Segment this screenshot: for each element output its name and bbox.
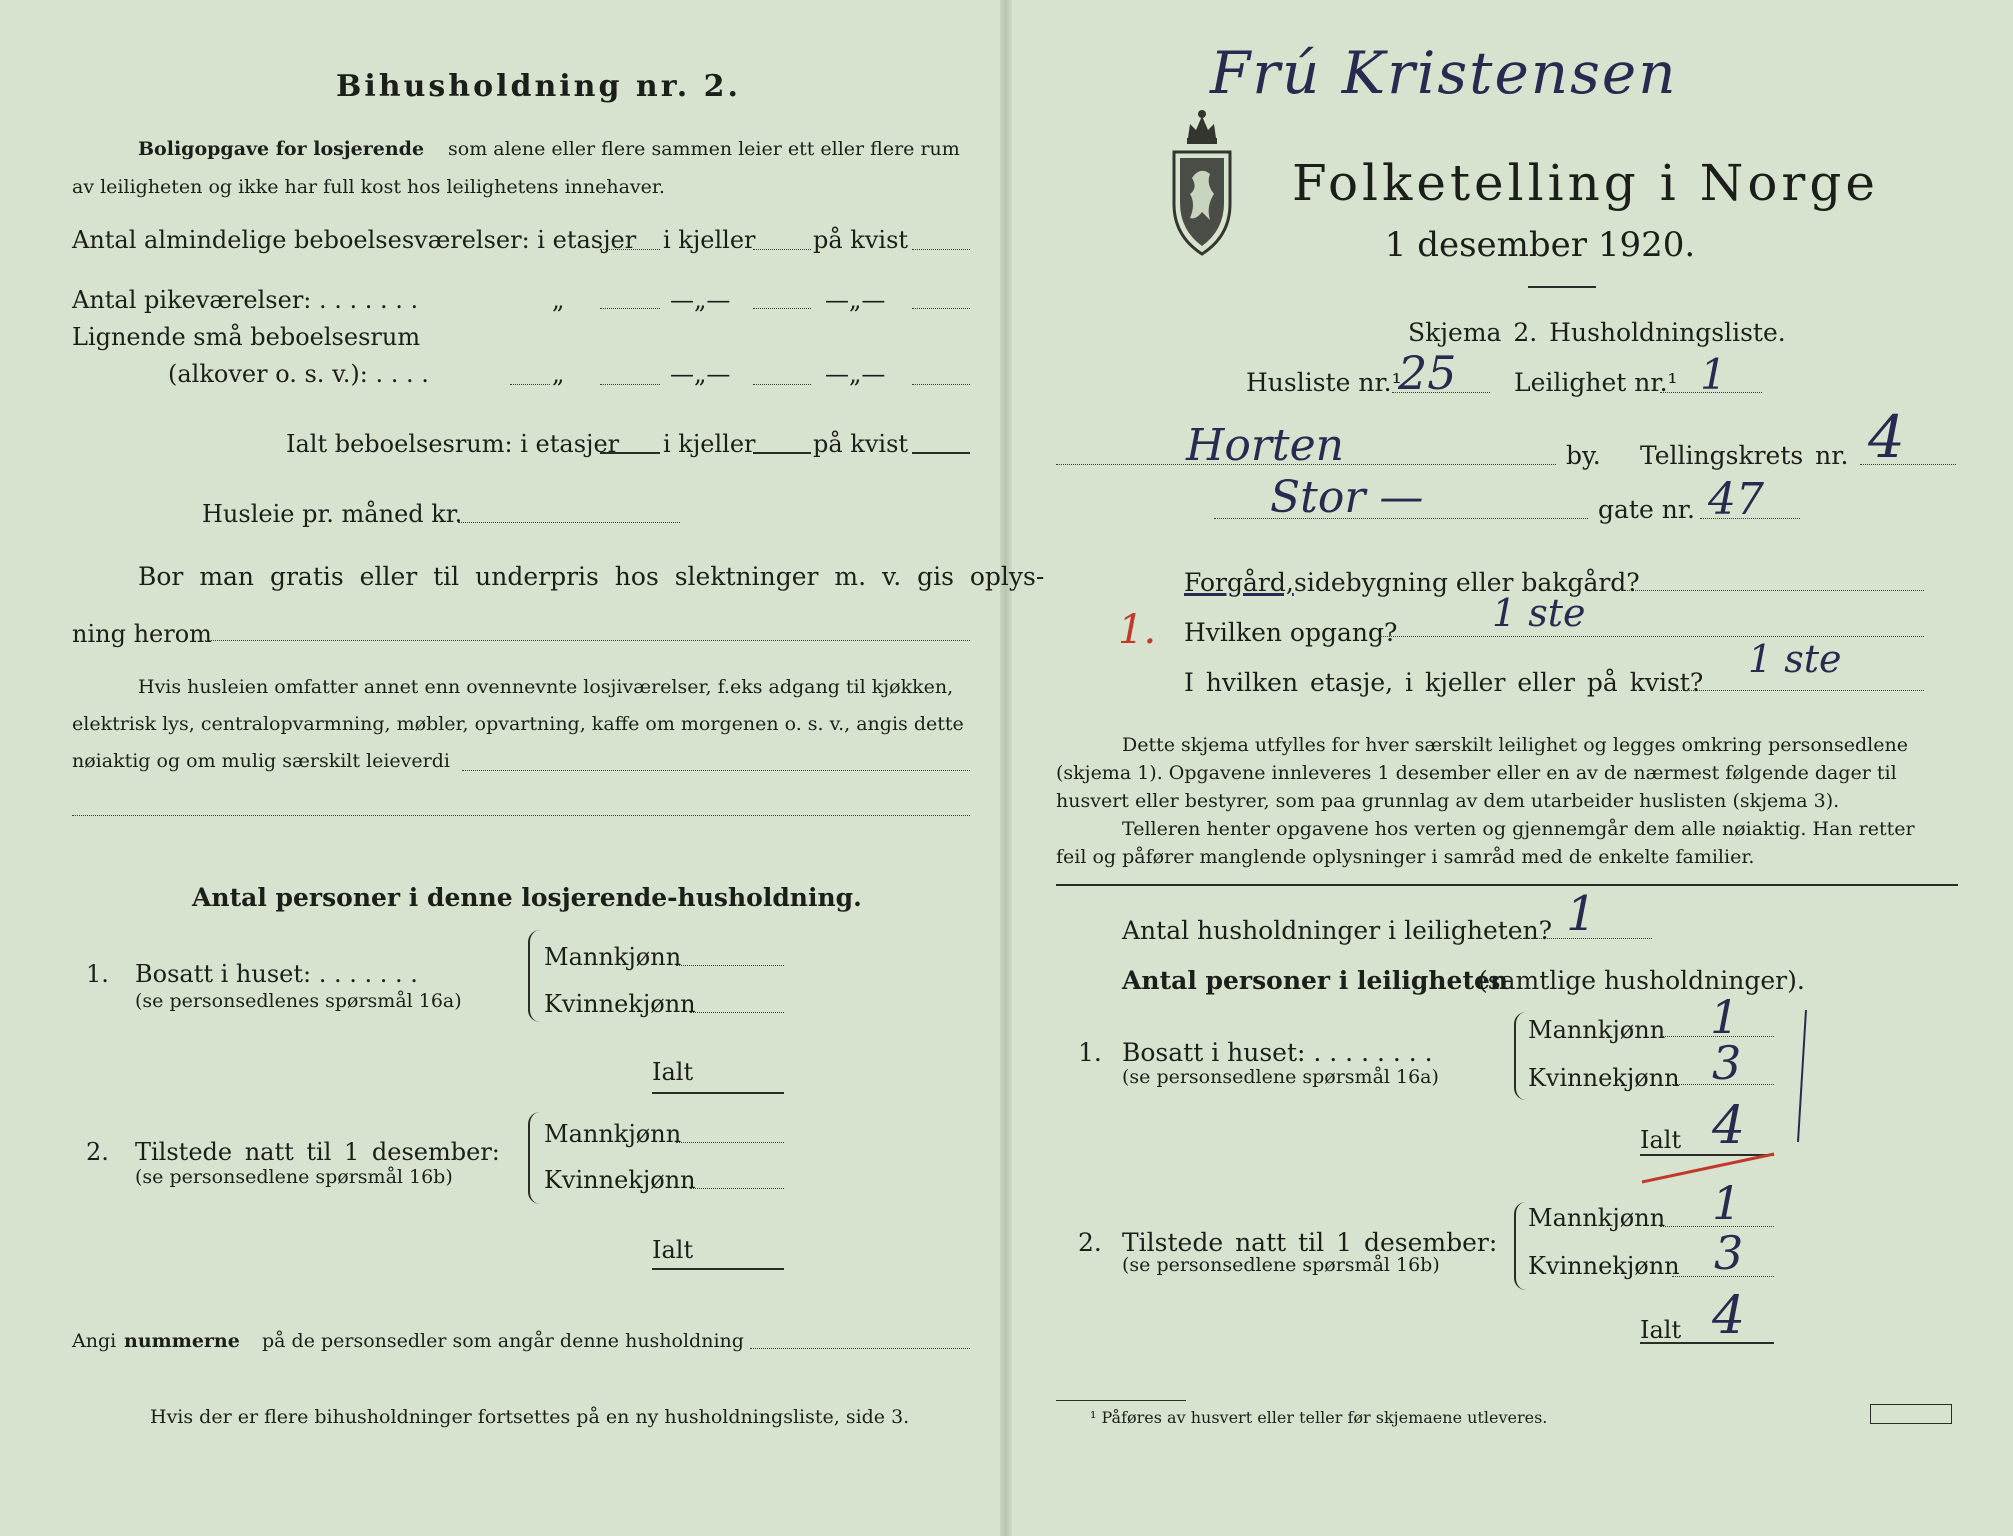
- rooms-kjeller-field[interactable]: [753, 249, 811, 250]
- opgang-value: 1 ste: [1492, 591, 1586, 635]
- angi-bold: nummerne: [124, 1330, 240, 1352]
- right-q1-kvinne-value: 3: [1712, 1036, 1742, 1090]
- right-q1-ialt-label: Ialt: [1640, 1126, 1682, 1154]
- gate-label: gate nr.: [1598, 495, 1695, 524]
- forgard-rest: sidebygning eller bakgård?: [1294, 568, 1640, 597]
- right-q2-brace: [1514, 1202, 1526, 1290]
- by-label: by.: [1566, 441, 1601, 470]
- left-q1-mann-label: Mannkjønn: [544, 943, 682, 971]
- right-q2-kvinne-label: Kvinnekjønn: [1528, 1252, 1680, 1280]
- gate-value: Stor —: [1270, 472, 1424, 523]
- leilighet-value: 1: [1700, 350, 1727, 399]
- right-q1-num: 1.: [1078, 1038, 1102, 1067]
- bor-line-2: ning herom: [72, 620, 212, 648]
- page-fold: [1000, 0, 1012, 1536]
- rooms-kvist-field[interactable]: [912, 249, 970, 250]
- lignende-ditto-2: —„—: [670, 360, 731, 388]
- lignende-label-1: Lignende små beboelsesrum: [72, 323, 421, 351]
- instructions-rule: [1056, 884, 1958, 886]
- left-q1-ialt-field[interactable]: [652, 1092, 784, 1094]
- lignende-lead: [510, 384, 550, 385]
- left-q2-ialt-field[interactable]: [652, 1268, 784, 1270]
- left-q1-kvinne-label: Kvinnekjønn: [544, 990, 696, 1018]
- lignende-kvist-field[interactable]: [912, 384, 970, 385]
- intro-rest: som alene eller flere sammen leier ett eller flere rum: [448, 138, 960, 160]
- coat-of-arms-icon: [1170, 108, 1234, 258]
- instr-line-5: feil og påfører manglende oplysninger i samråd med de enkelte familier.: [1056, 846, 1755, 868]
- right-q1-mann-label: Mannkjønn: [1528, 1016, 1666, 1044]
- right-q2-num: 2.: [1078, 1228, 1102, 1257]
- gate-nr-value: 47: [1708, 474, 1764, 525]
- left-footer: Hvis der er flere bihusholdninger fortsettes på en ny husholdningsliste, side 3.: [150, 1406, 910, 1428]
- left-q2-num: 2.: [86, 1138, 109, 1166]
- right-date: 1 desember 1920.: [1384, 225, 1696, 265]
- hvis-line-3: nøiaktig og om mulig særskilt leieverdi: [72, 750, 450, 772]
- left-persons-heading: Antal personer i denne losjerende-husholdning.: [192, 883, 862, 912]
- footnote: ¹ Påføres av husvert eller teller før skjemaene utleveres.: [1090, 1408, 1548, 1427]
- bor-field[interactable]: [205, 640, 970, 641]
- intro-bold: Boligopgave for losjerende: [138, 138, 425, 160]
- title-divider: [1528, 286, 1596, 288]
- lignende-ditto: „: [552, 360, 565, 388]
- left-q2-mann-label: Mannkjønn: [544, 1120, 682, 1148]
- husliste-label: Husliste nr.¹: [1246, 368, 1402, 397]
- right-q2-ialt-label: Ialt: [1640, 1316, 1682, 1344]
- right-q1-brace: [1514, 1012, 1526, 1100]
- rooms-label: Antal almindelige beboelsesværelser: i etasjer: [72, 226, 637, 254]
- krets-label: Tellingskrets nr.: [1640, 441, 1849, 470]
- leilighet-label: Leilighet nr.¹: [1514, 368, 1678, 397]
- krets-value: 4: [1868, 403, 1905, 471]
- pike-ditto-3: —„—: [825, 286, 886, 314]
- leieverdi-field-2[interactable]: [72, 815, 970, 816]
- left-q1-sub: (se personsedlenes spørsmål 16a): [135, 990, 462, 1012]
- lignende-label-2: (alkover o. s. v.): . . . .: [168, 360, 429, 388]
- etasje-label: I hvilken etasje, i kjeller eller på kvist?: [1184, 668, 1704, 697]
- rooms-kvist-label: på kvist: [813, 226, 909, 254]
- etasje-value: 1 ste: [1748, 637, 1842, 681]
- right-q2-mann-label: Mannkjønn: [1528, 1204, 1666, 1232]
- left-q1-brace: [528, 930, 540, 1022]
- husleie-label: Husleie pr. måned kr.: [202, 500, 463, 528]
- pike-ditto: „: [552, 286, 565, 314]
- right-title: Folketelling i Norge: [1292, 154, 1879, 212]
- ialt-etasjer-field[interactable]: [600, 452, 660, 454]
- intro-line-2: av leiligheten og ikke har full kost hos leilighetens innehaver.: [72, 176, 665, 198]
- by-value: Horten: [1186, 420, 1344, 471]
- ialt-kjeller-label: i kjeller: [663, 430, 756, 458]
- margin-red-mark: 1.: [1118, 607, 1157, 653]
- right-persons-heading-rest: (samtlige husholdninger).: [1478, 966, 1805, 995]
- opgang-label: Hvilken opgang?: [1184, 618, 1398, 647]
- left-q1-num: 1.: [86, 960, 109, 988]
- right-q1-sub: (se personsedlene spørsmål 16a): [1122, 1066, 1439, 1088]
- instr-line-4: Telleren henter opgavene hos verten og gjennemgår dem alle nøiaktig. Han retter: [1122, 818, 1915, 840]
- husleie-field[interactable]: [458, 522, 680, 523]
- forgard-field[interactable]: [1618, 590, 1924, 591]
- bor-line-1: Bor man gratis eller til underpris hos slektninger m. v. gis oplys-: [138, 562, 1045, 591]
- right-q1-label: Bosatt i huset: . . . . . . . .: [1122, 1038, 1433, 1067]
- left-q2-kvinne-label: Kvinnekjønn: [544, 1166, 696, 1194]
- right-q2-ialt-field[interactable]: [1640, 1342, 1774, 1344]
- etasje-field[interactable]: [1668, 690, 1924, 691]
- antal-hush-label: Antal husholdninger i leiligheten?: [1122, 916, 1553, 945]
- right-q1-ialt-value: 4: [1712, 1096, 1746, 1156]
- instr-line-2: (skjema 1). Opgavene innleveres 1 desember eller en av de nærmest følgende dager til: [1056, 762, 1897, 784]
- husliste-value: 25: [1398, 346, 1457, 400]
- angi-rest: på de personsedler som angår denne husholdning: [262, 1330, 744, 1352]
- forgard-underlined: Forgård,: [1184, 568, 1294, 597]
- hvis-line-1: Hvis husleien omfatter annet enn ovennevnte losjiværelser, f.eks adgang til kjøkken,: [138, 676, 954, 698]
- left-q2-label: Tilstede natt til 1 desember:: [135, 1138, 500, 1166]
- hvis-line-2: elektrisk lys, centralopvarmning, møbler, opvartning, kaffe om morgenen o. s. v., angis dette: [72, 713, 964, 735]
- leieverdi-field[interactable]: [462, 770, 970, 771]
- lignende-ditto-3: —„—: [825, 360, 886, 388]
- ialt-rooms-label: Ialt beboelsesrum: i etasjer: [286, 430, 620, 458]
- antal-hush-value: 1: [1566, 886, 1597, 942]
- left-q2-ialt-label: Ialt: [652, 1236, 694, 1264]
- left-q2-sub: (se personsedlene spørsmål 16b): [135, 1166, 453, 1188]
- right-persons-heading-bold: Antal personer i leiligheten: [1122, 966, 1509, 995]
- lignende-etasjer-field[interactable]: [600, 384, 660, 385]
- pike-kjeller-field[interactable]: [753, 308, 811, 309]
- footnote-rule: [1056, 1400, 1186, 1401]
- right-q2-label: Tilstede natt til 1 desember:: [1122, 1228, 1498, 1257]
- check-mark-icon: [1792, 1006, 1812, 1146]
- right-q2-sub: (se personsedlene spørsmål 16b): [1122, 1254, 1440, 1276]
- left-q2-mann-field[interactable]: [676, 1142, 784, 1143]
- angi-field[interactable]: [750, 1348, 970, 1349]
- opgang-field[interactable]: [1380, 636, 1924, 637]
- ialt-kvist-label: på kvist: [813, 430, 909, 458]
- instr-line-1: Dette skjema utfylles for hver særskilt leilighet og legges omkring personsedlene: [1122, 734, 1908, 756]
- handwritten-name: Frú Kristensen: [1210, 39, 1678, 107]
- right-q1-mann-value: 1: [1710, 990, 1740, 1044]
- left-q1-kvinne-field[interactable]: [690, 1012, 784, 1013]
- left-q1-label: Bosatt i huset: . . . . . . .: [135, 960, 418, 988]
- ialt-kjeller-field[interactable]: [753, 452, 811, 454]
- rooms-etasjer-field[interactable]: [600, 249, 660, 250]
- right-q1-kvinne-label: Kvinnekjønn: [1528, 1064, 1680, 1092]
- schema-label: Skjema 2. Husholdningsliste.: [1408, 318, 1786, 347]
- left-q1-mann-field[interactable]: [676, 965, 784, 966]
- lignende-kjeller-field[interactable]: [753, 384, 811, 385]
- instr-line-3: husvert eller bestyrer, som paa grunnlag av dem utarbeider huslisten (skjema 3).: [1056, 790, 1840, 812]
- pike-kvist-field[interactable]: [912, 308, 970, 309]
- left-q2-kvinne-field[interactable]: [690, 1188, 784, 1189]
- rooms-kjeller-label: i kjeller: [663, 226, 756, 254]
- ialt-kvist-field[interactable]: [912, 452, 970, 454]
- right-q2-mann-value: 1: [1712, 1176, 1742, 1230]
- left-title: Bihusholdning nr. 2.: [336, 69, 741, 104]
- pike-ditto-2: —„—: [670, 286, 731, 314]
- right-q2-ialt-value: 4: [1712, 1286, 1746, 1346]
- right-q2-kvinne-value: 3: [1714, 1226, 1744, 1280]
- angi-pre: Angi: [72, 1330, 117, 1352]
- left-q2-brace: [528, 1112, 540, 1204]
- printer-stamp: [1870, 1404, 1952, 1424]
- pike-label: Antal pikeværelser: . . . . . . .: [72, 286, 419, 314]
- pike-etasjer-field[interactable]: [600, 308, 660, 309]
- left-q1-ialt-label: Ialt: [652, 1058, 694, 1086]
- red-tick-icon: [1638, 1150, 1778, 1186]
